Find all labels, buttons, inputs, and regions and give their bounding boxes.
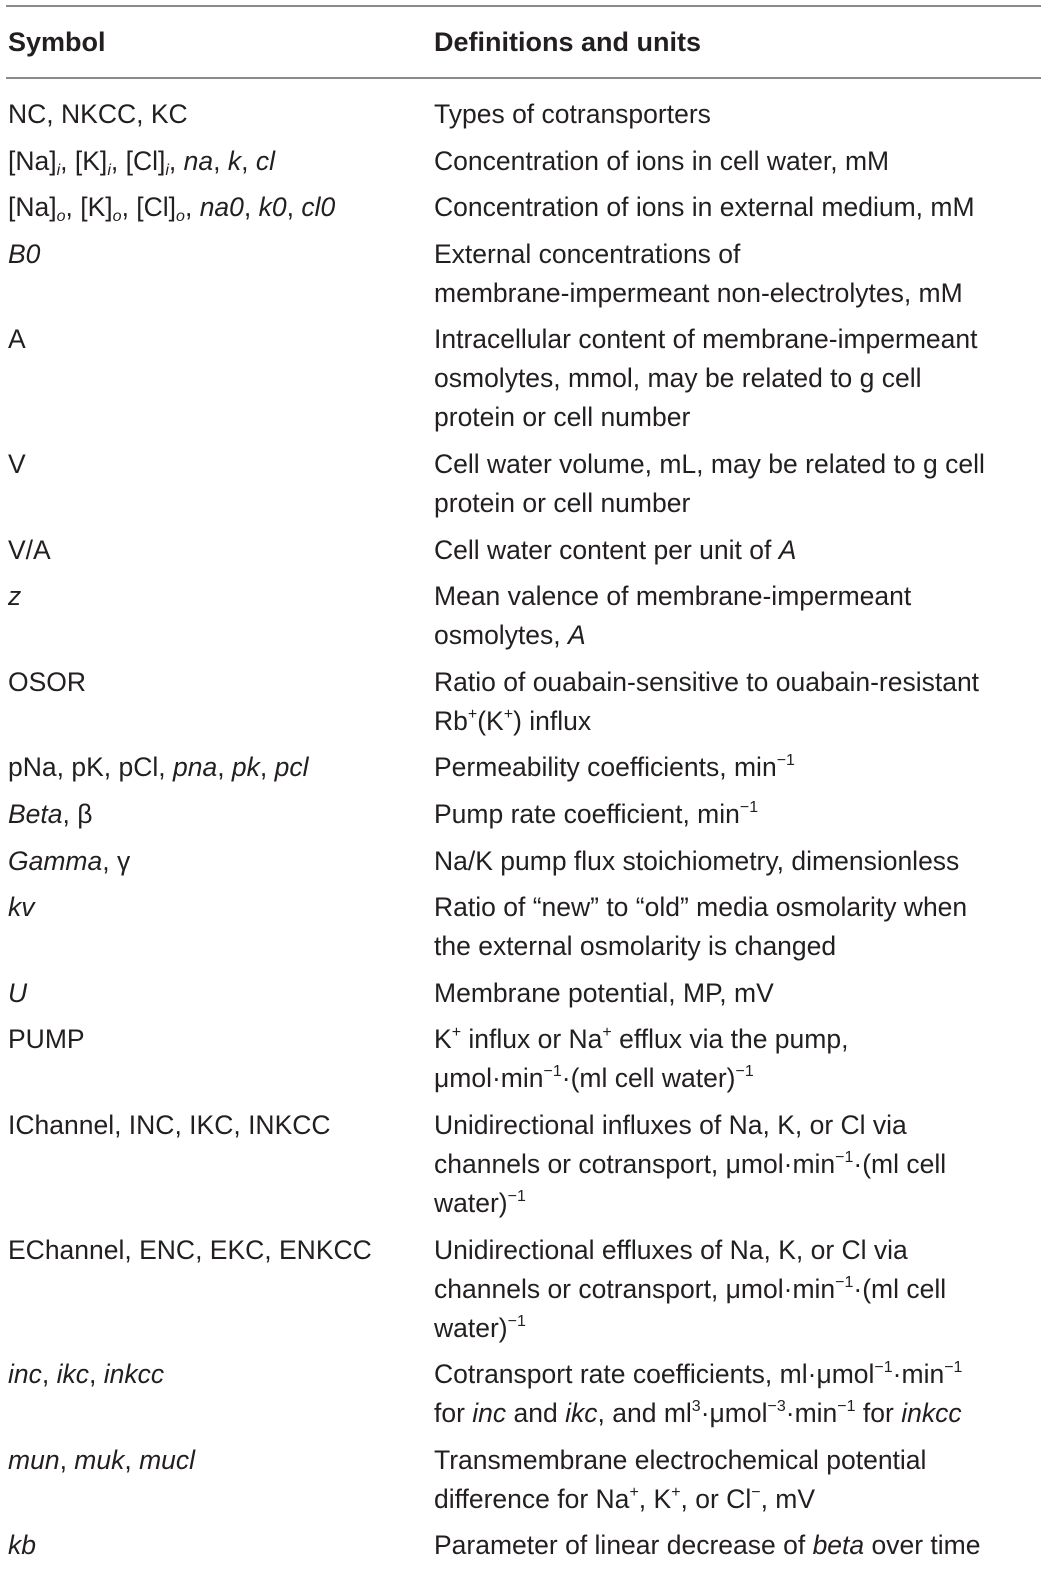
definition-line: Pump rate coefficient, $\min^{-1}$ [434, 798, 759, 829]
definitions-table [6, 5, 1041, 1573]
row-symbol: kv [8, 892, 35, 923]
definition-line: Cell water content per unit of A [434, 534, 797, 565]
row-definition [434, 142, 1041, 181]
definition-line: Intracellular content of membrane-impermeant [434, 324, 978, 355]
row-symbol: V/A [8, 534, 51, 565]
row-symbol: A [8, 324, 26, 355]
row-definition [434, 1020, 1041, 1098]
row-definition [434, 842, 1041, 881]
definition-line: Mean valence of membrane-impermeant [434, 581, 912, 612]
row-symbol: NC, NKCC, KC [8, 99, 188, 129]
row-definition [434, 663, 1041, 741]
table-row [6, 320, 1041, 437]
definition-line: for inc and ikc, and $ml^3\cdot\mu mol^{-3}\cdot\min^{-1}$ for inkcc [434, 1398, 962, 1429]
table-row [6, 1106, 1041, 1223]
row-definition [434, 1106, 1041, 1223]
row-symbol: kb [8, 1530, 36, 1561]
row-symbol: $[Na]_i$, $[K]_i$, $[Cl]_i$, na, k, cl [8, 145, 275, 179]
row-definition [434, 235, 1041, 313]
row-definition [434, 577, 1041, 655]
header-symbol: Symbol [8, 26, 106, 57]
table-row [6, 188, 1041, 227]
table-row [6, 1526, 1041, 1565]
row-symbol: IChannel, INC, IKC, INKCC [8, 1109, 331, 1140]
definition-line: Parameter of linear decrease of beta over time [434, 1530, 981, 1561]
row-definition [434, 95, 1041, 134]
table-row [6, 842, 1041, 881]
row-definition [434, 974, 1041, 1013]
row-symbol: pNa, pK, pCl, pna, pk, pcl [8, 752, 309, 783]
row-symbol: PUMP [8, 1024, 85, 1055]
table-row [6, 1020, 1041, 1098]
table-row [6, 748, 1041, 787]
definition-line: Unidirectional influxes of Na, K, or Cl via [434, 1109, 907, 1140]
table-row [6, 531, 1041, 570]
table-row [6, 235, 1041, 313]
definition-line: water)$^{-1}$ [434, 1187, 526, 1218]
definition-line: Concentration of ions in cell water, mM [434, 145, 890, 176]
definition-line: protein or cell number [434, 402, 691, 433]
table-row [6, 445, 1041, 523]
row-symbol: $[Na]_o$, $[K]_o$, $[Cl]_o$, na0, k0, cl0 [8, 192, 336, 226]
definition-line: membrane-impermeant non-electrolytes, mM [434, 277, 963, 308]
definition-line: Unidirectional effluxes of Na, K, or Cl via [434, 1234, 908, 1265]
row-symbol: z [8, 581, 22, 612]
table-row [6, 577, 1041, 655]
definition-line: Ratio of ouabain-sensitive to ouabain-resistant [434, 666, 980, 697]
definition-line: channels or cotransport, $\mu mol\cdot\min^{-1}\cdot(ml$ cell [434, 1273, 947, 1304]
row-definition [434, 748, 1041, 787]
table-body [6, 79, 1041, 1565]
table-row [6, 795, 1041, 834]
row-definition [434, 1526, 1041, 1565]
table-header [6, 7, 1041, 79]
table-row [6, 663, 1041, 741]
row-symbol: V [8, 448, 26, 479]
row-symbol: B0 [8, 238, 41, 269]
table-row [6, 142, 1041, 181]
row-symbol: EChannel, ENC, EKC, ENKCC [8, 1234, 372, 1265]
definition-line: water)$^{-1}$ [434, 1312, 526, 1343]
header-definition: Definitions and units [434, 26, 701, 57]
definition-line: osmolytes, mmol, may be related to g cell [434, 363, 922, 394]
row-definition [434, 1231, 1041, 1348]
row-symbol: OSOR [8, 666, 87, 697]
definition-line: Cotransport rate coefficients, $ml\cdot\mu mol^{-1}\cdot\min^{-1}$ [434, 1359, 963, 1390]
definition-line: Cell water volume, mL, may be related to g cell [434, 448, 985, 479]
definition-line: External concentrations of [434, 238, 741, 269]
table-row [6, 95, 1041, 134]
table-row [6, 1231, 1041, 1348]
row-definition [434, 1441, 1041, 1519]
definition-line: Na/K pump flux stoichiometry, dimensionless [434, 845, 960, 876]
definition-line: protein or cell number [434, 487, 691, 518]
row-definition [434, 320, 1041, 437]
definition-line: osmolytes, A [434, 620, 586, 651]
table-row [6, 1355, 1041, 1433]
row-definition [434, 795, 1041, 834]
definition-line: Rb+(K+) influx [434, 705, 592, 736]
definition-line: Ratio of “new” to “old” media osmolarity when [434, 892, 968, 923]
definition-line: the external osmolarity is changed [434, 931, 837, 962]
row-definition [434, 888, 1041, 966]
row-definition [434, 1355, 1041, 1433]
row-symbol: U [8, 977, 28, 1008]
definition-line: $\mu mol\cdot\min^{-1}\cdot(ml$ cell water)$^{-1}$ [434, 1063, 754, 1094]
definition-line: difference for Na+, K+, or Cl−, mV [434, 1483, 816, 1514]
row-symbol: mun, muk, mucl [8, 1444, 196, 1475]
row-symbol: inc, ikc, inkcc [8, 1359, 165, 1390]
definition-line: K+ influx or Na+ efflux via the pump, [434, 1024, 849, 1055]
definition-line: Membrane potential, MP, mV [434, 977, 774, 1008]
table-row [6, 888, 1041, 966]
row-definition [434, 445, 1041, 523]
definition-line: channels or cotransport, $\mu mol\cdot\min^{-1}\cdot(ml$ cell [434, 1148, 947, 1179]
table-row [6, 1441, 1041, 1519]
definition-line: Types of cotransporters [434, 99, 711, 129]
table-row [6, 974, 1041, 1013]
row-definition [434, 531, 1041, 570]
definition-line: Permeability coefficients, $\min^{-1}$ [434, 752, 795, 783]
definition-line: Transmembrane electrochemical potential [434, 1444, 927, 1475]
row-symbol: Beta, β [8, 798, 93, 829]
row-definition [434, 188, 1041, 227]
definition-line: Concentration of ions in external medium, mM [434, 192, 975, 223]
row-symbol: Gamma, γ [8, 845, 131, 876]
